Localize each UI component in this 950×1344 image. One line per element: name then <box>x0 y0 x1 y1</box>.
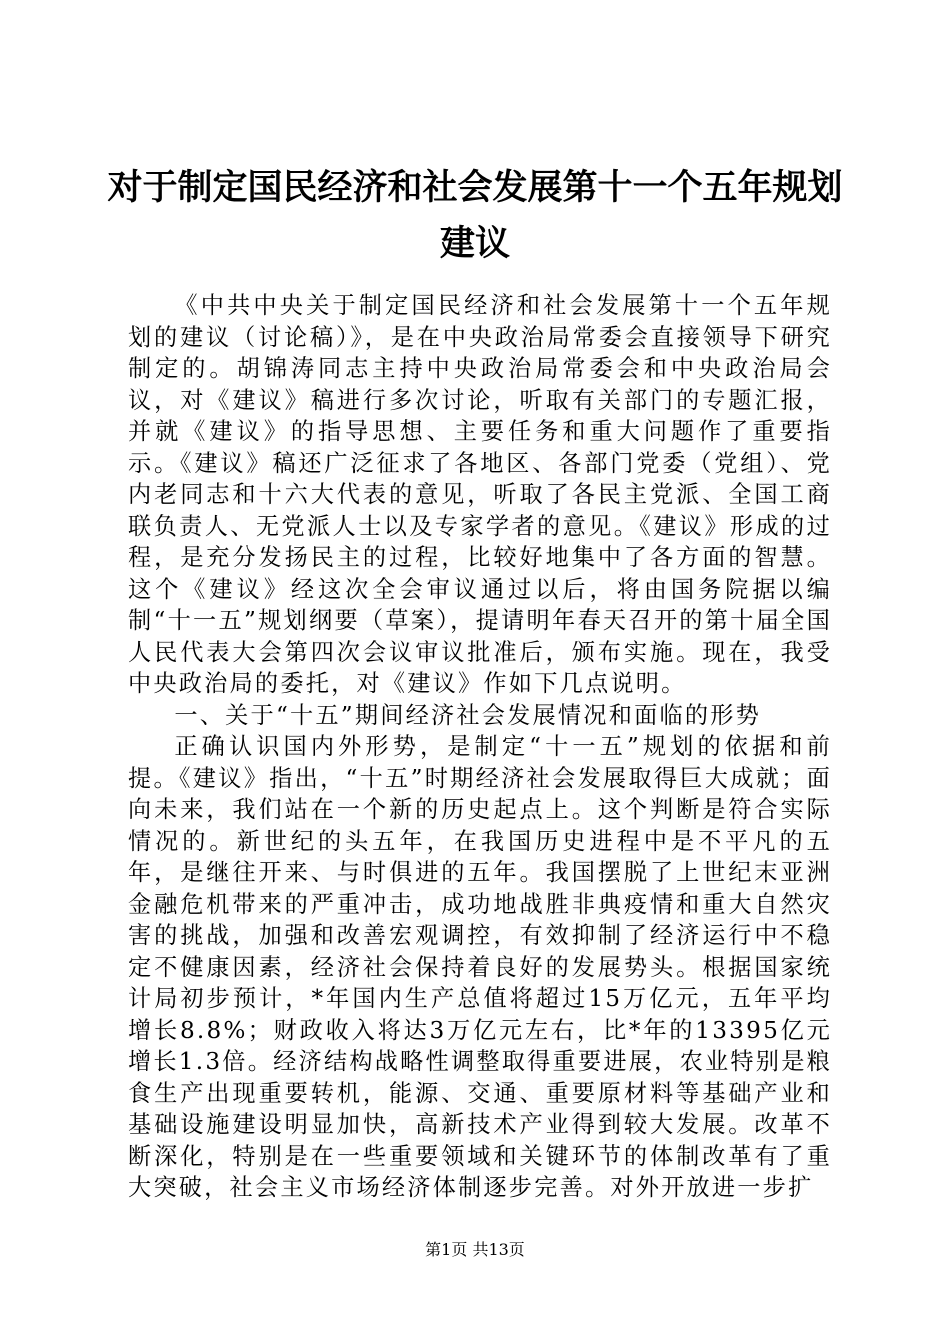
document-body <box>128 290 832 1204</box>
document-title: 对于制定国民经济和社会发展第十一个五年规划建议 <box>107 167 843 264</box>
paragraph-situation: 正确认识国内外形势，是制定“十一五”规划的依据和前提。《建议》指出，“十五”时期经济社会发展取得巨大成就；面向未来，我们站在一个新的历史起点上。这个判断是符合实际情况的。新世纪的头五年，在我国历史进程中是不平凡的五年，是继往开来、与时俱进的五年。我国摆脱了上世纪末亚洲金融危机带来的严重冲击，成功地战胜非典疫情和重大自然灾害的挑战，加强和改善宏观调控，有效抑制了经济运行中不稳定不健康因素，经济社会保持着良好的发展势头。根据国家统计局初步预计，*年国内生产总值将超过15万亿元，五年平均增长8.8%；财政收入将达3万亿元左右，比*年的13395亿元增长1.3倍。经济结构战略性调整取得重要进展，农业特别是粮食生产出现重要转机，能源、交通、重要原材料等基础产业和基础设施建设明显加快，高新技术产业得到较大发展。改革不断深化，特别是在一些重要领域和关键环节的体制改革有了重大突破，社会主义市场经济体制逐步完善。对外开放进一步扩 <box>128 733 832 1201</box>
page-footer: 第1页 共13页 <box>425 1240 525 1259</box>
paragraph-intro: 《中共中央关于制定国民经济和社会发展第十一个五年规划的建议（讨论稿）》，是在中央政治局常委会直接领导下研究制定的。胡锦涛同志主持中央政治局常委会和中央政治局会议，对《建议》稿进行多次讨论，听取有关部门的专题汇报，并就《建议》的指导思想、主要任务和重大问题作了重要指示。《建议》稿还广泛征求了各地区、各部门党委（党组）、党内老同志和十六大代表的意见，听取了各民主党派、全国工商联负责人、无党派人士以及专家学者的意见。《建议》形成的过程，是充分发扬民主的过程，比较好地集中了各方面的智慧。这个《建议》经这次全会审议通过以后，将由国务院据以编制“十一五”规划纲要（草案），提请明年春天召开的第十届全国人民代表大会第四次会议审议批准后，颁布实施。现在，我受中央政治局的委托，对《建议》作如下几点说明。 <box>128 292 832 697</box>
section-heading-1: 一、关于“十五”期间经济社会发展情况和面临的形势 <box>174 701 762 729</box>
